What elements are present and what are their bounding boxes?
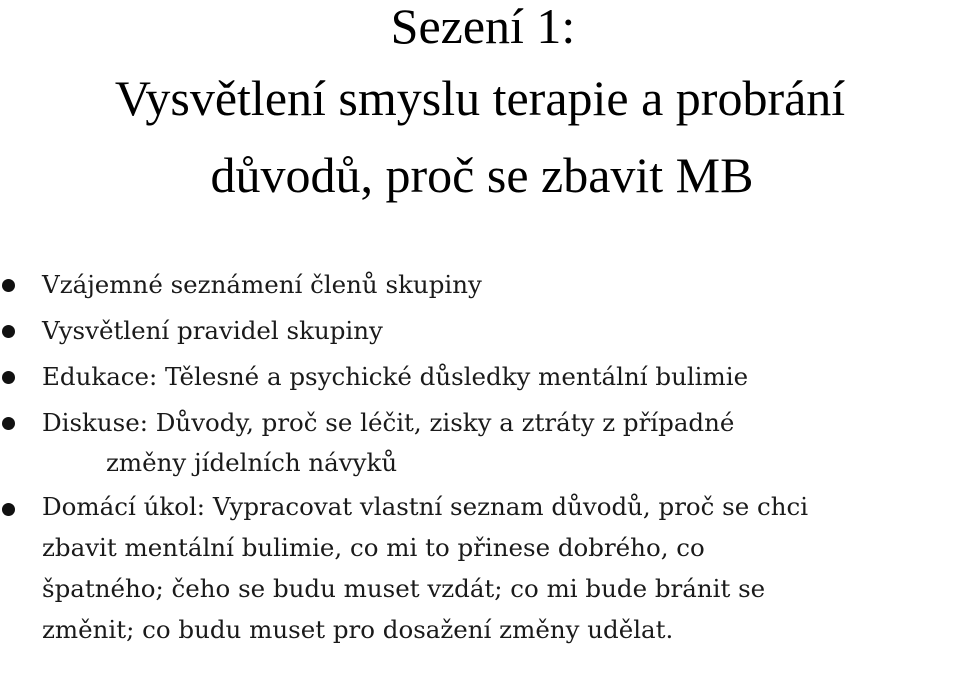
bullet-continuation: změny jídelních návyků: [106, 448, 398, 477]
slide-title-line-3: důvodů, proč se zbavit MB: [210, 147, 754, 203]
list-item: [0, 308, 960, 354]
bullet-continuation: změnit; co budu muset pro dosažení změny udělat.: [42, 615, 674, 644]
slide-title-line-2: Vysvětlení smyslu terapie a probrání: [114, 70, 846, 126]
bullet-dot-icon: [2, 417, 15, 430]
bullet-text: Domácí úkol: Vypracovat vlastní seznam důvodů, proč se chci: [42, 492, 809, 521]
bullet-list: [0, 262, 960, 650]
bullet-continuation: zbavit mentální bulimie, co mi to přinese dobrého, co: [42, 533, 705, 562]
bullet-text: Vysvětlení pravidel skupiny: [42, 316, 383, 345]
bullet-text: Vzájemné seznámení členů skupiny: [42, 270, 482, 299]
list-item: [0, 486, 960, 650]
list-item: [0, 354, 960, 400]
bullet-text: Diskuse: Důvody, proč se léčit, zisky a ztráty z případné: [42, 408, 735, 437]
list-item: [0, 400, 960, 486]
bullet-dot-icon: [2, 503, 15, 516]
bullet-dot-icon: [2, 325, 15, 338]
bullet-dot-icon: [2, 371, 15, 384]
bullet-dot-icon: [2, 279, 15, 292]
slide-title-line-1: Sezení 1:: [390, 0, 576, 54]
bullet-text: Edukace: Tělesné a psychické důsledky mentální bulimie: [42, 362, 749, 391]
list-item: [0, 262, 960, 308]
bullet-continuation: špatného; čeho se budu muset vzdát; co mi bude bránit se: [42, 574, 766, 603]
